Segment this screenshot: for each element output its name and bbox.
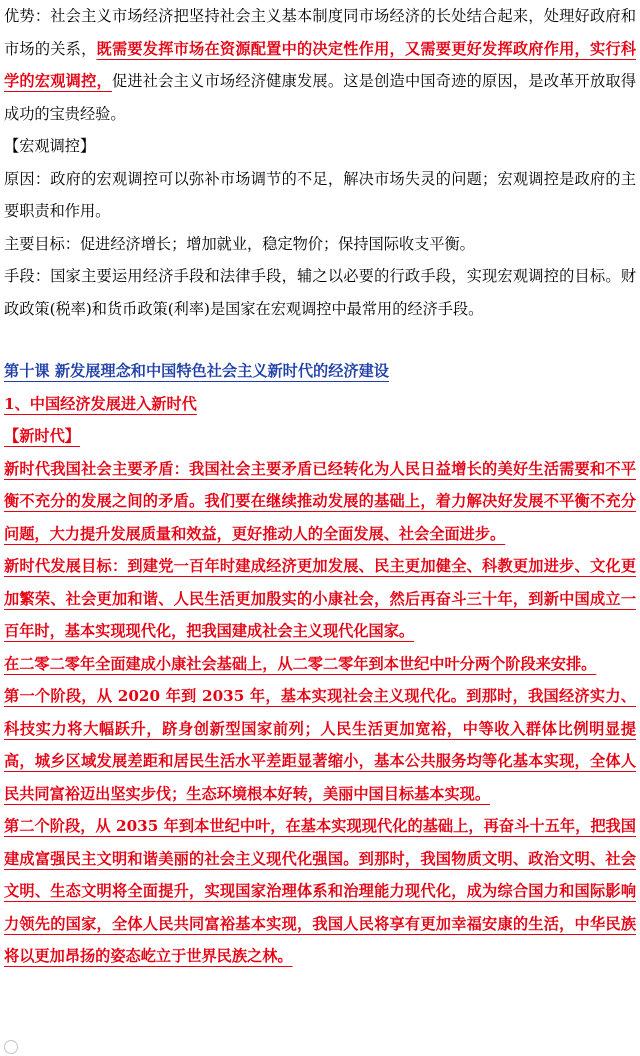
- advantage-suffix: 促进社会主义市场经济健康发展。这是创造中国奇迹的原因，是改革开放取得成功的宝贵经验。: [4, 72, 637, 123]
- new-era-heading: 【新时代】: [4, 427, 80, 445]
- lesson-title: 第十课 新发展理念和中国特色社会主义新时代的经济建设: [4, 362, 389, 380]
- section-heading: 1、中国经济发展进入新时代: [4, 394, 197, 413]
- macro-means: 手段：国家主要运用经济手段和法律手段，辅之以必要的行政手段，实现宏观调控的目标。财政政策(税率)和货币政策(利率)是国家在宏观调控中最常用的经济手段。: [4, 267, 636, 318]
- goals-paragraph: 新时代发展目标：到建党一百年时建成经济更加发展、民主更加健全、科教更加进步、文化更加繁荣、社会更加和谐、人民生活更加殷实的小康社会，然后再奋斗三十年，到新中国成立一百年时，基本实现现代化，把我国建成社会主义现代化国家。: [4, 557, 636, 640]
- document-page: [4, 0, 636, 973]
- advantage-highlight: 既需要发挥市场在资源配置中的决定性作用，又需要更好发挥政府作用，实行科学的宏观调控，: [4, 39, 637, 90]
- stage1-paragraph: 第一个阶段，从 2020 年到 2035 年，基本实现社会主义现代化。到那时，我国经济实力、科技实力将大幅跃升，跻身创新型国家前列；人民生活更加宽裕，中等收入群体比例明显提高，城乡区域发展差距和居民生活水平差距显著缩小，基本公共服务均等化基本实现，全体人民共同富裕迈出坚实步伐；生态环境根本好转，美丽中国目标基本实现。: [4, 687, 636, 803]
- advantage-prefix: 优势：社会主义市场经济把坚持社会主义基本制度同市场经济的长处结合起来，处理好政府和市场的关系，: [4, 7, 636, 58]
- contradiction-paragraph: 新时代我国社会主要矛盾：我国社会主要矛盾已经转化为人民日益增长的美好生活需要和不平衡不充分的发展之间的矛盾。我们要在继续推动发展的基础上，着力解决好发展不平衡不充分问题，大力提升发展质量和效益，更好推动人的全面发展、社会全面进步。: [4, 459, 636, 543]
- macro-goals: 主要目标：促进经济增长；增加就业，稳定物价；保持国际收支平衡。: [4, 234, 475, 253]
- stage2-paragraph: 第二个阶段，从 2035 年到本世纪中叶，在基本实现现代化的基础上，再奋斗十五年，把我国建成富强民主文明和谐美丽的社会主义现代化强国。到那时，我国物质文明、政治文明、社会文明、生态文明将全面提升，实现国家治理体系和治理能力现代化，成为综合国力和国际影响力领先的国家，全体人民共同富裕基本实现，我国人民将享有更加幸福安康的生活，中华民族将以更加昂扬的姿态屹立于世界民族之林。: [4, 817, 636, 965]
- macro-reason: 原因：政府的宏观调控可以弥补市场调节的不足，解决市场失灵的问题；宏观调控是政府的主要职责和作用。: [4, 169, 636, 220]
- two-stages-paragraph: 在二零二零年全面建成小康社会基础上，从二零二零年到本世纪中叶分两个阶段来安排。: [4, 654, 597, 673]
- watermark: [4, 1040, 18, 1054]
- macro-heading: 【宏观调控】: [4, 137, 96, 155]
- advantage-paragraph: [4, 0, 636, 130]
- watermark-icon: [4, 1040, 18, 1054]
- section-gap: [4, 325, 636, 355]
